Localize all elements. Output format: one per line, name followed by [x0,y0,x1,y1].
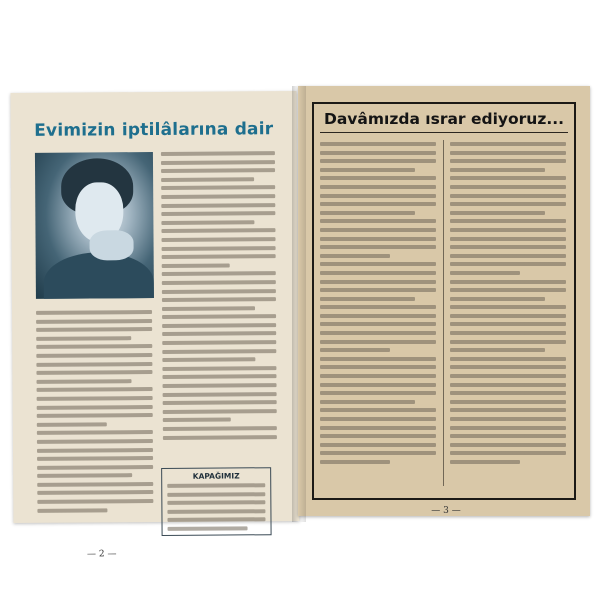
right-text-column-right [450,142,566,469]
right-page-title: Davâmızda ısrar ediyoruz... [323,110,565,128]
left-text-column-right [161,151,277,444]
column-divider [443,140,444,486]
right-page-number: — 3 — [431,506,461,516]
right-text-column-left [320,142,436,469]
left-page-number: — 2 — [86,549,117,560]
right-page [298,86,590,516]
spine-gutter [292,86,306,522]
magazine-spread [12,86,590,560]
title-divider [320,132,568,133]
portrait-photo [35,152,154,299]
left-page-title: Evimizin iptilâlarına dair [34,119,274,141]
left-text-column-left [36,310,153,517]
box-title: KAPAĞIMIZ [192,471,240,481]
left-page [11,91,300,560]
cover-info-box [161,467,271,536]
